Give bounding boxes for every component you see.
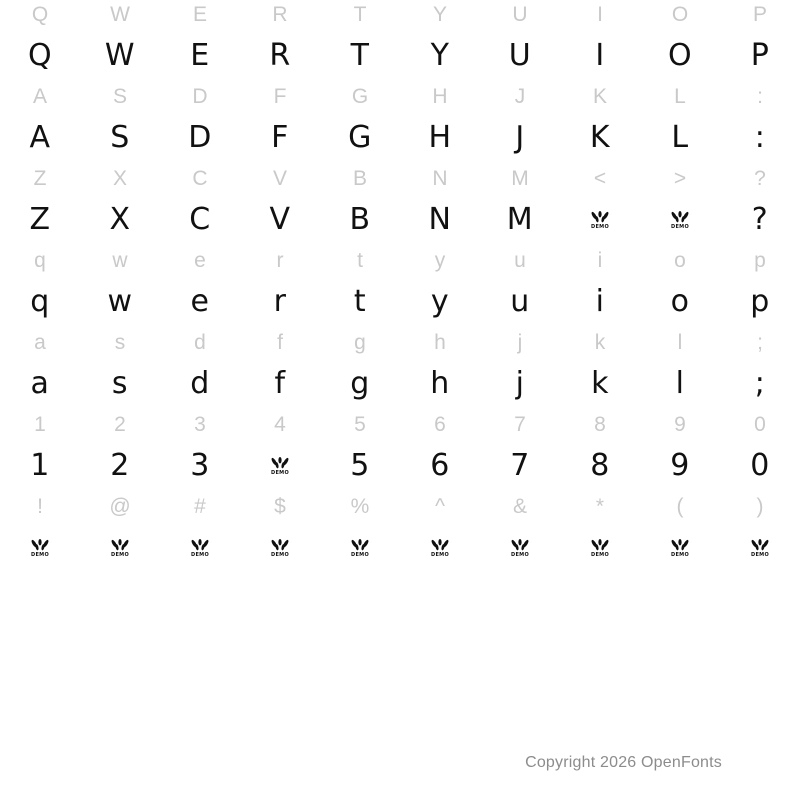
glyph-cell xyxy=(240,410,320,492)
key-label: p xyxy=(754,249,766,272)
glyph-cell xyxy=(720,164,800,246)
key-label: ( xyxy=(676,495,684,518)
locked-glyph xyxy=(160,522,240,574)
locked-glyph xyxy=(640,194,720,246)
glyph-sample: g xyxy=(350,366,370,401)
key-label: M xyxy=(511,167,529,190)
glyph-sample: C xyxy=(189,202,211,237)
key-label: r xyxy=(276,249,284,272)
locked-glyph xyxy=(560,522,640,574)
key-label: 1 xyxy=(34,413,46,436)
glyph-cell xyxy=(240,82,320,164)
glyph-cell xyxy=(0,410,80,492)
demo-badge-label: DEMO xyxy=(591,223,609,230)
glyph-sample: F xyxy=(271,120,289,155)
glyph-row xyxy=(0,410,800,492)
glyph-sample: 0 xyxy=(750,448,770,483)
key-label: * xyxy=(595,495,605,518)
glyph-sample: q xyxy=(30,284,50,319)
key-label: o xyxy=(674,249,686,272)
key-label: S xyxy=(112,85,127,108)
glyph-cell xyxy=(160,246,240,328)
glyph-cell xyxy=(560,328,640,410)
key-label: k xyxy=(594,331,606,354)
glyph-sample: W xyxy=(104,38,136,73)
glyph-cell xyxy=(0,246,80,328)
glyph-sample: ; xyxy=(754,366,766,401)
key-label: ^ xyxy=(435,495,445,518)
glyph-cell xyxy=(240,164,320,246)
key-label: E xyxy=(192,3,207,26)
glyph-row xyxy=(0,0,800,82)
locked-glyph xyxy=(560,194,640,246)
glyph-cell xyxy=(400,82,480,164)
demo-badge-icon xyxy=(427,535,453,561)
demo-badge-label: DEMO xyxy=(351,551,369,558)
key-label: a xyxy=(34,331,46,354)
glyph-cell xyxy=(640,0,720,82)
key-label: 5 xyxy=(354,413,366,436)
glyph-row xyxy=(0,164,800,246)
key-label: 3 xyxy=(194,413,206,436)
glyph-cell xyxy=(240,328,320,410)
glyph-cell xyxy=(320,492,400,574)
demo-badge-icon xyxy=(587,207,613,233)
key-label: 0 xyxy=(754,413,766,436)
locked-glyph xyxy=(240,522,320,574)
key-label: N xyxy=(432,167,448,190)
glyph-sample: j xyxy=(515,366,525,401)
key-label: C xyxy=(192,167,208,190)
glyph-sample: U xyxy=(508,38,532,73)
glyph-cell xyxy=(0,164,80,246)
glyph-cell xyxy=(240,246,320,328)
key-label: w xyxy=(112,249,128,272)
glyph-sample: Y xyxy=(430,38,450,73)
glyph-cell xyxy=(720,0,800,82)
locked-glyph xyxy=(400,522,480,574)
glyph-cell xyxy=(80,246,160,328)
glyph-sample: 8 xyxy=(590,448,610,483)
demo-badge-label: DEMO xyxy=(31,551,49,558)
glyph-cell xyxy=(560,492,640,574)
glyph-cell xyxy=(0,492,80,574)
key-label: h xyxy=(434,331,446,354)
glyph-cell xyxy=(480,246,560,328)
glyph-sample: A xyxy=(29,120,51,155)
glyph-sample: R xyxy=(269,38,291,73)
glyph-sample: : xyxy=(754,120,766,155)
key-label: D xyxy=(192,85,208,108)
glyph-sample: f xyxy=(274,366,286,401)
key-label: j xyxy=(517,331,523,354)
glyph-cell xyxy=(480,410,560,492)
glyph-sample: 7 xyxy=(510,448,530,483)
glyph-cell xyxy=(80,410,160,492)
key-label: u xyxy=(514,249,526,272)
locked-glyph xyxy=(720,522,800,574)
key-label: < xyxy=(593,167,607,190)
glyph-sample: ? xyxy=(751,202,769,237)
glyph-sample: l xyxy=(675,366,685,401)
demo-badge-icon xyxy=(507,535,533,561)
key-label: G xyxy=(351,85,369,108)
key-label: X xyxy=(112,167,127,190)
glyph-sample: 9 xyxy=(670,448,690,483)
locked-glyph xyxy=(240,440,320,492)
glyph-sample: V xyxy=(269,202,291,237)
glyph-cell xyxy=(720,328,800,410)
demo-badge-label: DEMO xyxy=(111,551,129,558)
glyph-cell xyxy=(400,164,480,246)
glyph-cell xyxy=(240,492,320,574)
glyph-cell xyxy=(480,492,560,574)
glyph-cell xyxy=(320,410,400,492)
glyph-sample: d xyxy=(190,366,210,401)
demo-badge-icon xyxy=(267,535,293,561)
key-label: @ xyxy=(109,495,131,518)
glyph-cell xyxy=(720,246,800,328)
glyph-sample: r xyxy=(273,284,287,319)
glyph-cell xyxy=(720,492,800,574)
glyph-sample: D xyxy=(188,120,212,155)
key-label: ? xyxy=(754,167,766,190)
demo-badge-label: DEMO xyxy=(511,551,529,558)
glyph-sample: N xyxy=(428,202,452,237)
glyph-cell xyxy=(560,82,640,164)
key-label: H xyxy=(432,85,448,108)
demo-badge-icon xyxy=(667,207,693,233)
copyright-footer: Copyright 2026 OpenFonts xyxy=(525,754,722,771)
demo-badge-label: DEMO xyxy=(431,551,449,558)
glyph-cell xyxy=(640,328,720,410)
key-label: A xyxy=(32,85,47,108)
key-label: U xyxy=(512,3,528,26)
glyph-sample: O xyxy=(667,38,693,73)
glyph-sample: T xyxy=(350,38,370,73)
key-label: J xyxy=(514,85,526,108)
key-label: d xyxy=(194,331,206,354)
glyph-sample: h xyxy=(430,366,450,401)
glyph-sample: Q xyxy=(27,38,53,73)
glyph-cell xyxy=(0,0,80,82)
glyph-cell xyxy=(640,164,720,246)
demo-badge-icon xyxy=(267,453,293,479)
key-label: ! xyxy=(37,495,43,518)
key-label: W xyxy=(110,3,130,26)
glyph-cell xyxy=(480,0,560,82)
glyph-cell xyxy=(400,328,480,410)
key-label: ) xyxy=(756,495,764,518)
glyph-cell xyxy=(320,82,400,164)
glyph-cell xyxy=(640,492,720,574)
key-label: : xyxy=(757,85,763,108)
key-label: # xyxy=(194,495,206,518)
locked-glyph xyxy=(320,522,400,574)
glyph-cell xyxy=(320,164,400,246)
key-label: V xyxy=(272,167,287,190)
key-label: & xyxy=(512,495,527,518)
glyph-sample: k xyxy=(591,366,609,401)
key-label: y xyxy=(434,249,446,272)
demo-badge-icon xyxy=(347,535,373,561)
glyph-row xyxy=(0,82,800,164)
key-label: ; xyxy=(757,331,763,354)
glyph-sample: t xyxy=(353,284,367,319)
key-label: 4 xyxy=(274,413,286,436)
key-label: K xyxy=(592,85,607,108)
glyph-cell xyxy=(640,82,720,164)
locked-glyph xyxy=(480,522,560,574)
glyph-sample: 3 xyxy=(190,448,210,483)
glyph-sample: 2 xyxy=(110,448,130,483)
key-label: % xyxy=(350,495,370,518)
locked-glyph xyxy=(0,522,80,574)
demo-badge-icon xyxy=(667,535,693,561)
glyph-sample: w xyxy=(107,284,133,319)
glyph-cell xyxy=(560,410,640,492)
glyph-cell xyxy=(480,82,560,164)
glyph-cell xyxy=(160,82,240,164)
glyph-cell xyxy=(640,410,720,492)
key-label: Z xyxy=(33,167,47,190)
key-label: 7 xyxy=(514,413,526,436)
glyph-cell xyxy=(400,246,480,328)
glyph-cell xyxy=(160,164,240,246)
glyph-sample: 6 xyxy=(430,448,450,483)
glyph-sample: 5 xyxy=(350,448,370,483)
demo-badge-label: DEMO xyxy=(271,469,289,476)
key-label: Q xyxy=(31,3,49,26)
key-label: s xyxy=(114,331,126,354)
glyph-row xyxy=(0,328,800,410)
glyph-sample: L xyxy=(671,120,689,155)
glyph-sample: i xyxy=(595,284,605,319)
glyph-sample: s xyxy=(111,366,129,401)
glyph-cell xyxy=(80,164,160,246)
key-label: $ xyxy=(274,495,286,518)
key-label: g xyxy=(354,331,366,354)
key-label: L xyxy=(674,85,686,108)
key-label: P xyxy=(752,3,767,26)
glyph-cell xyxy=(80,492,160,574)
demo-badge-label: DEMO xyxy=(591,551,609,558)
demo-badge-icon xyxy=(747,535,773,561)
glyph-cell xyxy=(80,82,160,164)
glyph-sample: y xyxy=(430,284,450,319)
glyph-sample: J xyxy=(515,120,525,155)
glyph-cell xyxy=(400,410,480,492)
glyph-cell xyxy=(720,82,800,164)
glyph-sample: S xyxy=(110,120,130,155)
glyph-sample: P xyxy=(750,38,770,73)
key-label: 8 xyxy=(594,413,606,436)
glyph-sample: e xyxy=(190,284,210,319)
glyph-sample: u xyxy=(510,284,530,319)
glyph-cell xyxy=(400,0,480,82)
glyph-sample: I xyxy=(595,38,605,73)
demo-badge-label: DEMO xyxy=(191,551,209,558)
glyph-cell xyxy=(560,0,640,82)
key-label: e xyxy=(194,249,206,272)
key-label: 9 xyxy=(674,413,686,436)
key-label: T xyxy=(353,3,367,26)
key-label: O xyxy=(671,3,689,26)
glyph-sample: X xyxy=(109,202,131,237)
demo-badge-label: DEMO xyxy=(671,223,689,230)
glyph-row xyxy=(0,246,800,328)
glyph-sample: 1 xyxy=(30,448,50,483)
key-label: Y xyxy=(432,3,447,26)
glyph-sample: E xyxy=(190,38,210,73)
glyph-cell xyxy=(160,410,240,492)
glyph-cell xyxy=(400,492,480,574)
glyph-row xyxy=(0,492,800,574)
glyph-sample: p xyxy=(750,284,770,319)
key-label: q xyxy=(34,249,46,272)
glyph-cell xyxy=(160,492,240,574)
key-label: 2 xyxy=(114,413,126,436)
key-label: > xyxy=(673,167,687,190)
glyph-sample: H xyxy=(428,120,452,155)
demo-badge-label: DEMO xyxy=(751,551,769,558)
key-label: F xyxy=(273,85,287,108)
glyph-cell xyxy=(560,164,640,246)
glyph-cell xyxy=(240,0,320,82)
locked-glyph xyxy=(80,522,160,574)
glyph-sample: K xyxy=(589,120,611,155)
demo-badge-icon xyxy=(187,535,213,561)
key-label: f xyxy=(277,331,283,354)
demo-badge-label: DEMO xyxy=(271,551,289,558)
glyph-cell xyxy=(320,0,400,82)
glyph-cell xyxy=(0,328,80,410)
glyph-cell xyxy=(560,246,640,328)
glyph-cell xyxy=(80,328,160,410)
demo-badge-label: DEMO xyxy=(671,551,689,558)
glyph-cell xyxy=(720,410,800,492)
glyph-cell xyxy=(640,246,720,328)
glyph-cell xyxy=(480,328,560,410)
glyph-sample: a xyxy=(30,366,50,401)
glyph-cell xyxy=(160,0,240,82)
key-label: B xyxy=(352,167,367,190)
glyph-cell xyxy=(320,246,400,328)
key-label: R xyxy=(272,3,288,26)
demo-badge-icon xyxy=(107,535,133,561)
glyph-cell xyxy=(320,328,400,410)
glyph-cell xyxy=(0,82,80,164)
key-label: t xyxy=(357,249,363,272)
locked-glyph xyxy=(640,522,720,574)
key-label: 6 xyxy=(434,413,446,436)
key-label: I xyxy=(597,3,603,26)
demo-badge-icon xyxy=(27,535,53,561)
glyph-cell xyxy=(480,164,560,246)
glyph-cell xyxy=(160,328,240,410)
demo-badge-icon xyxy=(587,535,613,561)
key-label: i xyxy=(597,249,603,272)
glyph-sample: M xyxy=(506,202,534,237)
glyph-sample: o xyxy=(670,284,690,319)
glyph-sample: G xyxy=(348,120,372,155)
glyph-sample: Z xyxy=(29,202,51,237)
key-label: l xyxy=(677,331,683,354)
glyph-cell xyxy=(80,0,160,82)
glyph-sample: B xyxy=(349,202,371,237)
